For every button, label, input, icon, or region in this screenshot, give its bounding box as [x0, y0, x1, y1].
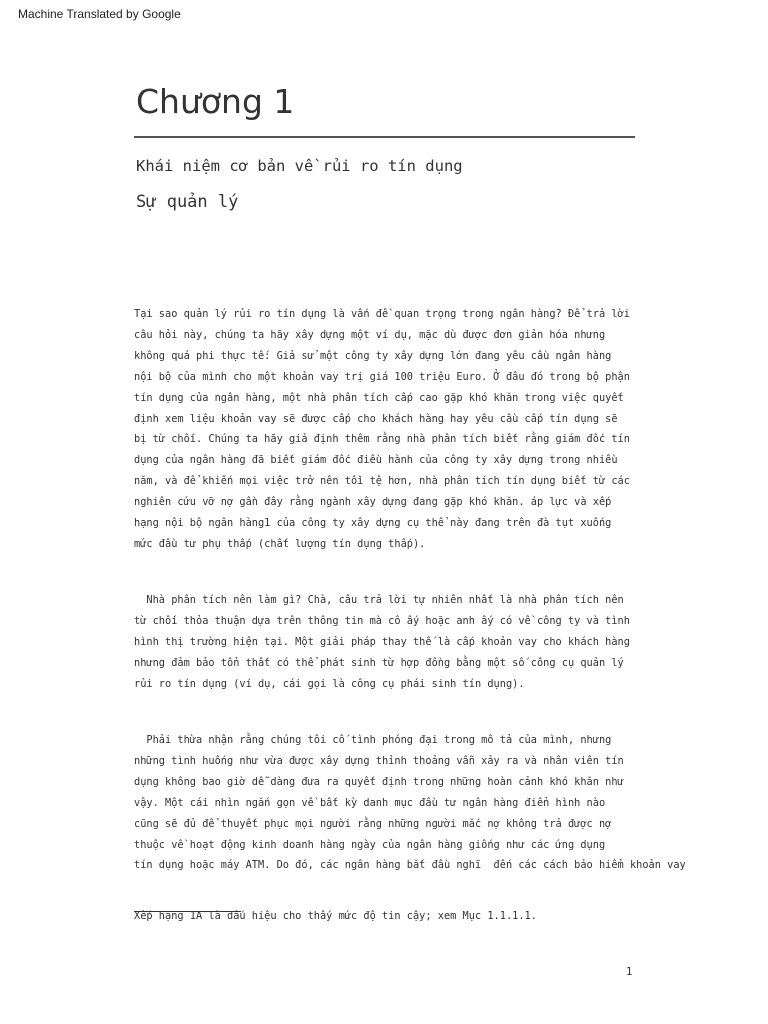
chapter-subtitle-line2: Sự quản lý	[136, 192, 239, 212]
text-line: hạng nội bộ ngân hàng1 của công ty xây dựng cụ thể này đang trên đà tụt xuống	[134, 517, 612, 530]
body-paragraph-3	[134, 730, 686, 876]
chapter-title: Chương 1	[136, 82, 295, 121]
text-line: rủi ro tín dụng (ví dụ, cái gọi là công cụ phái sinh tín dụng).	[134, 677, 525, 690]
text-line: Nhà phân tích nên làm gì? Chà, câu trả lời tự nhiên nhất là nhà phân tích nên	[134, 594, 624, 606]
text-line: nhưng đảm bảo tổn thất có thể phát sinh từ hợp đồng bằng một số công cụ quản lý	[134, 656, 624, 669]
text-line: thuộc về hoạt động kinh doanh hàng ngày của ngân hàng giống như các ứng dụng	[134, 838, 606, 851]
text-line: dụng của ngân hàng đã biết giám đốc điều hành của công ty xây dựng trong nhiều	[134, 454, 618, 467]
machine-translation-banner: Machine Translated by Google	[18, 7, 181, 21]
text-line: năm, và để khiến mọi việc trở nên tồi tệ hơn, nhà phân tích tín dụng biết từ các	[134, 475, 630, 488]
text-line: dụng không bao giờ dễ dàng đưa ra quyết định trong những hoàn cảnh khó khăn như	[134, 775, 624, 788]
text-line: câu hỏi này, chúng ta hãy xây dựng một ví dụ, mặc dù được đơn giản hóa nhưng	[134, 328, 606, 341]
text-line: không quá phi thực tế: Giả sử một công ty xây dựng lớn đang yêu cầu ngân hàng	[134, 349, 612, 362]
text-line: những tình huống như vừa được xây dựng thỉnh thoảng vẫn xảy ra và nhân viên tín	[134, 754, 624, 767]
text-line: nghiên cứu vỡ nợ gần đây rằng ngành xây dựng đang gặp khó khăn. áp lực và xếp	[134, 496, 612, 509]
chapter-subtitle-line1: Khái niệm cơ bản về rủi ro tín dụng	[136, 157, 463, 175]
text-line: Tại sao quản lý rủi ro tín dụng là vấn đề quan trọng trong ngân hàng? Để trả lời	[134, 308, 630, 320]
text-line: tín dụng của ngân hàng, một nhà phân tích cấp cao gặp khó khăn trong việc quyết	[134, 391, 624, 404]
text-line: tín dụng hoặc máy ATM. Do đó, các ngân hàng bắt đầu nghĩ đến các cách bảo hiểm khoản vay	[134, 859, 686, 872]
text-line: bị từ chối. Chúng ta hãy giả định thêm rằng nhà phân tích biết rằng giám đốc tín	[134, 433, 630, 446]
text-line: mức đầu tư phụ thấp (chất lượng tín dụng thấp).	[134, 537, 426, 550]
footnote: Xếp hạng 1A là dấu hiệu cho thấy mức độ tin cậy; xem Mục 1.1.1.1.	[134, 910, 537, 922]
body-paragraph-2	[134, 590, 630, 695]
text-line: cũng sẽ đủ để thuyết phục mọi người rằng những người mắc nợ không trả được nợ	[134, 817, 612, 830]
page-number: 1	[626, 966, 633, 978]
text-line: nội bộ của mình cho một khoản vay trị giá 100 triệu Euro. Ở đâu đó trong bộ phận	[134, 370, 630, 383]
body-paragraph-1	[134, 304, 630, 555]
chapter-divider	[134, 136, 635, 138]
text-line: hình thị trường hiện tại. Một giải pháp thay thế là cấp khoản vay cho khách hàng	[134, 635, 630, 648]
text-line: Phải thừa nhận rằng chúng tôi cố tình phóng đại trong mô tả của mình, nhưng	[134, 734, 612, 746]
text-line: từ chối thỏa thuận dựa trên thông tin mà cô ấy hoặc anh ấy có về công ty và tình	[134, 614, 630, 627]
text-line: định xem liệu khoản vay sẽ được cấp cho khách hàng hay yêu cầu cấp tín dụng sẽ	[134, 412, 618, 425]
text-line: vậy. Một cái nhìn ngắn gọn về bất kỳ danh mục đầu tư ngân hàng điển hình nào	[134, 796, 606, 809]
